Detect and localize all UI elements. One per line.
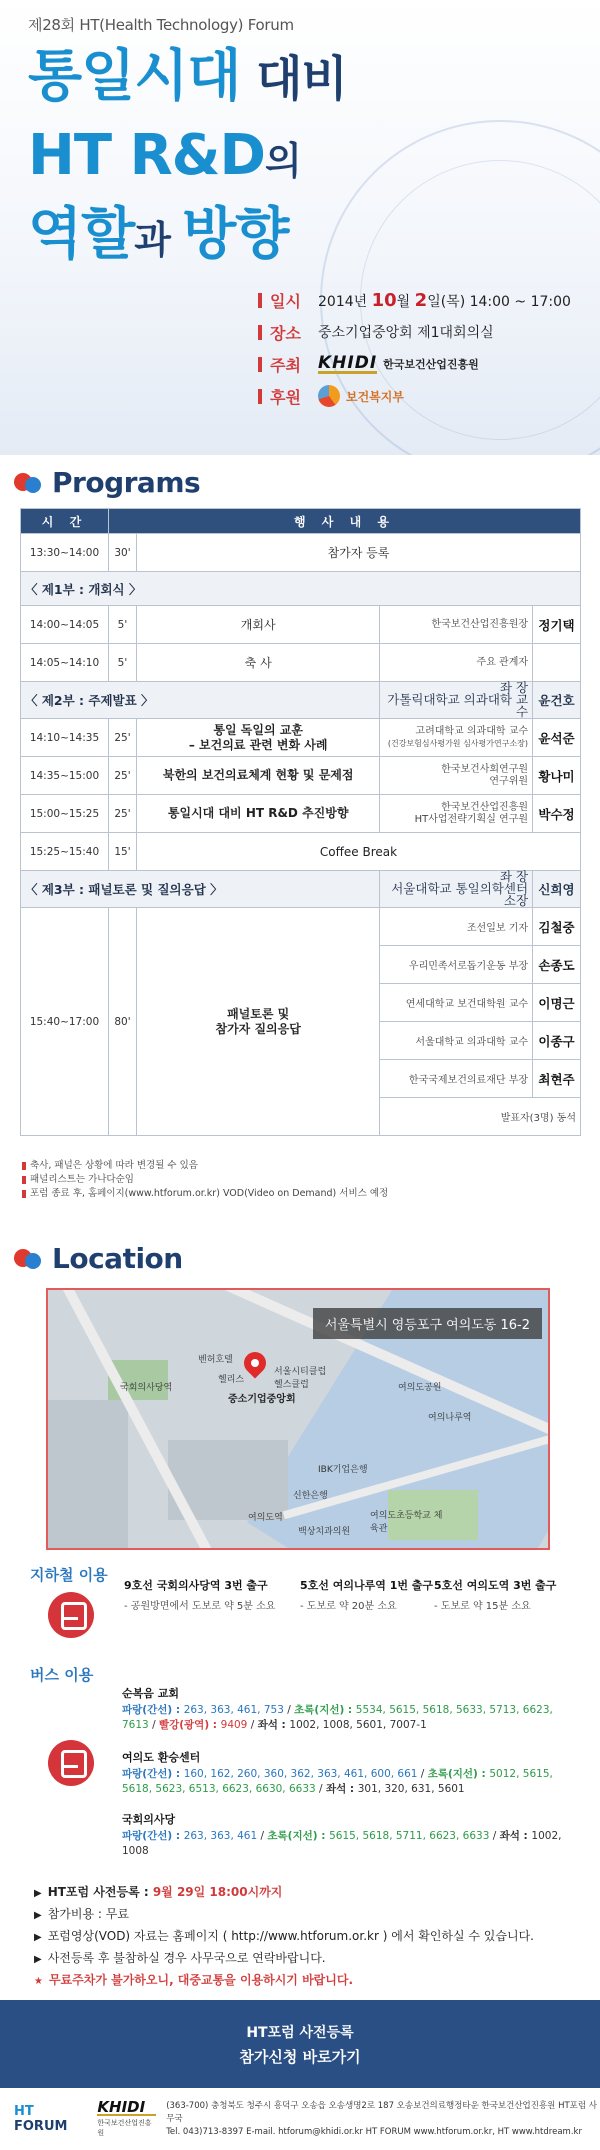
bullet-square — [22, 1190, 26, 1198]
panelist-name: 손종도 — [533, 946, 581, 984]
reg-warning: 무료주차가 불가하오니, 대중교통을 이용하시기 바랍니다. — [48, 1973, 354, 1987]
route-value: 301, 320, 631, 5601 — [357, 1783, 465, 1795]
title-word: HT R&D — [28, 123, 266, 188]
info-date — [258, 284, 571, 316]
panelist-org: 우리민족서로돕기운동 부장 — [380, 946, 533, 984]
time-cell: 15:40~17:00 — [21, 908, 109, 1136]
bullet-bar — [258, 357, 262, 372]
speaker-org: 주요 관계자 — [380, 644, 533, 682]
session-title — [136, 908, 379, 1136]
footer-address: (363-700) 충청북도 청주시 흥덕구 오송읍 오송생명2로 187 오송보건의료행정타운 한국보건산업진흥원 HT포럼 사무국 — [166, 2100, 598, 2124]
exit-title: 5호선 여의도역 3번 출구 — [434, 1579, 557, 1592]
title-word: 대비 — [240, 51, 347, 107]
info-value: 중소기업중앙회 제1대회의실 — [318, 325, 494, 341]
bus-title: 버스 이용 — [30, 1666, 94, 1684]
route-key: 좌석 : — [499, 1830, 532, 1842]
panelist-name: 김철중 — [533, 908, 581, 946]
reg-text: 포럼영상(VOD) 자료는 홈페이지 ( http://www.htforum.or.kr ) 에서 확인하실 수 있습니다. — [47, 1929, 534, 1943]
host-name: 한국보건산업진흥원 — [383, 358, 479, 371]
reg-line — [34, 1948, 534, 1970]
org-line: 연구위원 — [489, 775, 529, 787]
event-info — [258, 284, 571, 412]
exit-title: 5호선 여의나루역 1번 출구 — [300, 1579, 434, 1592]
khidi-sub: 한국보건산업진흥원 — [97, 2119, 152, 2137]
bus-stop-name: 순복음 교회 — [122, 1687, 179, 1700]
info-key: 일시 — [270, 291, 301, 311]
title-line: 패널토론 및 — [227, 1006, 290, 1021]
duration-cell: 30' — [108, 534, 136, 572]
map-address: 서울특별시 영등포구 여의도동 16-2 — [313, 1308, 542, 1339]
speaker-name: 정기택 — [533, 606, 581, 644]
chair-name: 신희영 — [533, 871, 581, 908]
time-cell: 13:30~14:00 — [21, 534, 109, 572]
panelist-org: 연세대학교 보건대학원 교수 — [380, 984, 533, 1022]
panelist-org: 조선일보 기자 — [380, 908, 533, 946]
map-label: 여의도초등학교 체육관 — [370, 1511, 443, 1534]
route-value: 160, 162, 260, 360, 362, 363, 461, 600, 661 — [183, 1768, 418, 1780]
chair-role: 좌 장 — [499, 869, 529, 884]
reg-text: 사전등록 후 불참하실 경우 사무국으로 연락바랍니다. — [47, 1951, 326, 1965]
programs-header — [14, 466, 200, 499]
session-title: Coffee Break — [136, 833, 580, 871]
exit-detail: - 공원방면에서 도보로 약 5분 소요 — [124, 1601, 276, 1612]
route-key: 빨강(광역) : — [158, 1719, 221, 1731]
date-part: 2014년 — [318, 293, 372, 310]
speaker-name: 박수정 — [533, 795, 581, 833]
table-row — [21, 719, 581, 757]
duration-cell: 5' — [108, 606, 136, 644]
ht-forum-logo — [14, 2104, 89, 2134]
part-heading: 〈 제3부 : 패널토론 및 질의응답 〉 — [21, 871, 380, 908]
footer — [0, 2088, 600, 2150]
title-word: 방향 — [182, 202, 289, 267]
speaker-org — [380, 757, 533, 795]
reg-line — [34, 1970, 534, 1992]
note-text: 축사, 패널은 상황에 따라 변경될 수 있음 — [30, 1160, 198, 1171]
duration-cell: 15' — [108, 833, 136, 871]
reg-line — [34, 1926, 534, 1948]
triangle-bullet-icon: ▶ — [34, 1932, 42, 1943]
reg-line — [34, 1904, 534, 1926]
table-row — [21, 572, 581, 606]
footer-text — [166, 2100, 600, 2139]
khidi-logo: KHIDI — [97, 2100, 156, 2116]
info-sponsor — [258, 380, 571, 412]
speaker-org — [380, 719, 533, 757]
route-value: 5534, 5615, 5618, 5633, 5713, 6623, 7613 — [122, 1704, 553, 1731]
exit-detail: - 도보로 약 15분 소요 — [434, 1601, 531, 1612]
time-cell: 14:10~14:35 — [21, 719, 109, 757]
map-label: IBK기업은행 — [318, 1465, 368, 1475]
bus-stop-name: 여의도 환승센터 — [122, 1751, 201, 1764]
location-header — [14, 1242, 183, 1275]
time-cell: 15:25~15:40 — [21, 833, 109, 871]
map-block — [48, 1400, 128, 1550]
location-map[interactable] — [46, 1288, 550, 1550]
note-text: 패널리스트는 가나다순임 — [30, 1174, 134, 1185]
note-text: 포럼 종료 후, 홈페이지(www.htforum.or.kr) VOD(Video on Demand) 서비스 예정 — [30, 1188, 389, 1199]
title-word: 통일 — [28, 44, 135, 109]
info-key: 후원 — [270, 387, 301, 407]
section-dots-icon — [14, 1247, 44, 1271]
speaker-name — [533, 644, 581, 682]
title-line: 참가자 질의응답 — [215, 1021, 301, 1036]
note-item — [22, 1187, 388, 1201]
bus-routes: 파랑(간선) : 160, 162, 260, 360, 362, 363, 461, 600, 661 / 초록(지선) : 5012, 5615, 5618, 5623, 6513, 6623, 6630, 6633 / 좌석 : 301, 320, 631, 5601 — [122, 1768, 553, 1795]
subway-exit — [300, 1577, 433, 1612]
route-value: 9409 — [220, 1719, 248, 1731]
chair-affiliation: 서울대학교 통일의학센터 소장 — [391, 881, 529, 908]
route-key: 파랑(간선) : — [122, 1768, 184, 1780]
info-key: 장소 — [270, 323, 301, 343]
route-value: 263, 363, 461 — [183, 1830, 258, 1842]
bus-stop — [122, 1750, 562, 1797]
reg-deadline: 9월 29일 18:00시까지 — [152, 1885, 283, 1899]
title-word: 의 — [265, 139, 301, 183]
time-cell: 14:35~15:00 — [21, 757, 109, 795]
triangle-bullet-icon: ▶ — [34, 1910, 42, 1921]
route-value: 5012, 5615, 5618, 5623, 6513, 6623, 6630, 6633 — [122, 1768, 553, 1795]
route-key: 파랑(간선) : — [122, 1830, 184, 1842]
banner-line: HT포럼 사전등록 — [246, 2024, 354, 2041]
org-line: HT사업전략기획실 연구원 — [414, 813, 529, 825]
panelist-name: 이종구 — [533, 1022, 581, 1060]
reg-label: HT포럼 사전등록 : — [47, 1885, 153, 1899]
map-label: 여의도공원 — [398, 1383, 442, 1393]
info-key: 주최 — [270, 355, 301, 375]
org-line: (건강보험심사평가원 심사평가연구소장) — [387, 738, 529, 748]
route-key: 좌석 : — [325, 1783, 358, 1795]
section-dots-icon — [14, 471, 44, 495]
panelist-name: 최현주 — [533, 1060, 581, 1098]
note-item — [22, 1159, 388, 1173]
session-title: 개회사 — [136, 606, 379, 644]
program-table — [20, 508, 581, 1136]
chair-name: 윤건호 — [533, 682, 581, 719]
time-cell: 15:00~15:25 — [21, 795, 109, 833]
chair-affiliation: 가톨릭대학교 의과대학 교수 — [387, 692, 529, 719]
subway-icon — [48, 1592, 94, 1638]
chair-org — [380, 871, 533, 908]
logo-part: HT — [14, 2104, 34, 2119]
duration-cell: 25' — [108, 795, 136, 833]
map-label: 백상치과의원 — [298, 1527, 351, 1537]
part-heading: 〈 제1부 : 개회식 〉 — [21, 572, 581, 606]
route-key: 파랑(간선) : — [122, 1704, 184, 1716]
map-label: 여의나루역 — [428, 1413, 472, 1423]
map-label: 국회의사당역 — [120, 1383, 173, 1393]
route-value: 1002, 1008 — [122, 1830, 562, 1857]
forum-edition: 제28회 HT(Health Technology) Forum — [28, 16, 294, 34]
column-header: 행 사 내 용 — [108, 509, 580, 534]
register-banner-button[interactable] — [0, 2000, 600, 2088]
org-line: 고려대학교 의과대학 교수 — [415, 725, 529, 737]
time-cell: 14:00~14:05 — [21, 606, 109, 644]
title-word: 과 — [134, 218, 183, 262]
footer-khidi — [89, 2100, 156, 2138]
session-title: 참가자 등록 — [136, 534, 580, 572]
route-value: 263, 363, 461, 753 — [183, 1704, 284, 1716]
bullet-bar — [258, 389, 262, 404]
route-key: 초록(지선) : — [294, 1704, 356, 1716]
sponsor-name: 보건복지부 — [346, 389, 404, 404]
bullet-square — [22, 1162, 26, 1170]
info-host — [258, 348, 571, 380]
session-title: 통일시대 대비 HT R&D 추진방향 — [136, 795, 379, 833]
table-row — [21, 644, 581, 682]
table-row — [21, 534, 581, 572]
panelist-org: 한국국제보건의료재단 부장 — [380, 1060, 533, 1098]
program-notes — [22, 1159, 388, 1201]
bullet-square — [22, 1176, 26, 1184]
map-label: 여의도역 — [248, 1513, 283, 1523]
map-label: 벤허호텔 — [198, 1355, 233, 1365]
duration-cell: 25' — [108, 719, 136, 757]
title-word: 시대 — [134, 44, 241, 109]
registration-notes — [34, 1882, 534, 1992]
chair-role: 좌 장 — [499, 680, 529, 695]
duration-cell: 5' — [108, 644, 136, 682]
route-value: 5615, 5618, 5711, 6623, 6633 — [329, 1830, 490, 1842]
logo-part: FORUM — [14, 2119, 68, 2134]
map-pin-icon[interactable] — [239, 1347, 270, 1378]
duration-cell: 80' — [108, 908, 136, 1136]
map-label: 헬리스 — [218, 1375, 245, 1385]
mohw-logo-icon — [318, 385, 340, 407]
banner-cta: 참가신청 바로가기 — [239, 2047, 361, 2066]
map-label: 신한은행 — [293, 1491, 328, 1501]
triangle-bullet-icon: ▶ — [34, 1888, 42, 1899]
bus-routes: 파랑(간선) : 263, 363, 461 / 초록(지선) : 5615, 5618, 5711, 6623, 6633 / 좌석 : 1002, 1008 — [122, 1830, 562, 1857]
column-header: 시 간 — [21, 509, 109, 534]
khidi-logo: KHIDI — [318, 352, 378, 373]
part-heading: 〈 제2부 : 주제발표 〉 — [21, 682, 380, 719]
map-label: 서울시티클럽 헬스클럽 — [274, 1367, 327, 1390]
org-line: 한국보건산업진흥원 — [441, 801, 529, 813]
speaker-name: 황나미 — [533, 757, 581, 795]
panelist-name: 이명근 — [533, 984, 581, 1022]
route-key: 좌석 : — [257, 1719, 290, 1731]
speaker-org — [380, 795, 533, 833]
info-value — [318, 290, 571, 311]
chair-org — [380, 682, 533, 719]
panelist-org: 발표자(3명) 동석 — [380, 1098, 581, 1136]
triangle-bullet-icon: ▶ — [34, 1954, 42, 1965]
reg-line — [34, 1882, 534, 1904]
speaker-org: 한국보건산업진흥원장 — [380, 606, 533, 644]
table-row — [21, 795, 581, 833]
bus-stop — [122, 1686, 562, 1733]
route-value: 1002, 1008, 5601, 7007-1 — [289, 1719, 427, 1731]
date-day: 2 — [414, 289, 428, 311]
session-title: 축 사 — [136, 644, 379, 682]
route-key: 초록(지선) : — [267, 1830, 330, 1842]
section-title: Programs — [52, 466, 201, 499]
map-destination: 중소기업중앙회 — [228, 1394, 296, 1405]
speaker-name: 윤석준 — [533, 719, 581, 757]
page-title — [28, 44, 347, 281]
hero-section — [0, 0, 600, 455]
time-cell: 14:05~14:10 — [21, 644, 109, 682]
session-title — [136, 719, 379, 757]
table-row — [21, 871, 581, 908]
bus-icon — [48, 1740, 94, 1786]
subway-exit — [434, 1577, 556, 1612]
reg-text: 참가비용 : 무료 — [47, 1907, 129, 1921]
info-place — [258, 316, 571, 348]
bullet-bar — [258, 293, 262, 308]
note-item — [22, 1173, 388, 1187]
footer-contact: Tel. 043)713-8397 E-mail. htforum@khidi.or.kr HT FORUM www.htforum.or.kr, HT www.htdream.kr — [166, 2126, 582, 2137]
subway-title: 지하철 이용 — [30, 1566, 108, 1584]
date-part: 월 — [396, 293, 415, 310]
session-title: 북한의 보건의료체계 현황 및 문제점 — [136, 757, 379, 795]
table-row — [21, 757, 581, 795]
bullet-bar — [258, 325, 262, 340]
table-row — [21, 606, 581, 644]
table-header-row — [21, 509, 581, 534]
panelist-org: 서울대학교 의과대학 교수 — [380, 1022, 533, 1060]
title-line: 통일 독일의 교훈 — [213, 722, 303, 737]
table-row — [21, 833, 581, 871]
exit-detail: - 도보로 약 20분 소요 — [300, 1601, 397, 1612]
section-title: Location — [52, 1242, 183, 1275]
bus-stop-name: 국회의사당 — [122, 1813, 176, 1826]
route-key: 초록(지선) : — [427, 1768, 490, 1780]
star-bullet-icon: ★ — [34, 1976, 43, 1987]
date-month: 10 — [371, 289, 397, 311]
bus-routes: 파랑(간선) : 263, 363, 461, 753 / 초록(지선) : 5534, 5615, 5618, 5633, 5713, 6623, 7613 / 빨강(광역) : 9409 / 좌석 : 1002, 1008, 5601, 7007-1 — [122, 1704, 553, 1731]
table-row — [21, 908, 581, 946]
table-row — [21, 682, 581, 719]
subway-exit — [124, 1577, 275, 1612]
exit-title: 9호선 국회의사당역 3번 출구 — [124, 1579, 268, 1592]
title-word: 역할 — [28, 202, 135, 267]
title-line: – 보건의료 관련 변화 사례 — [188, 737, 328, 752]
date-part: 일(목) 14:00 ~ 17:00 — [427, 293, 571, 310]
org-line: 한국보건사회연구원 — [441, 763, 529, 775]
bus-stop — [122, 1812, 562, 1859]
duration-cell: 25' — [108, 757, 136, 795]
